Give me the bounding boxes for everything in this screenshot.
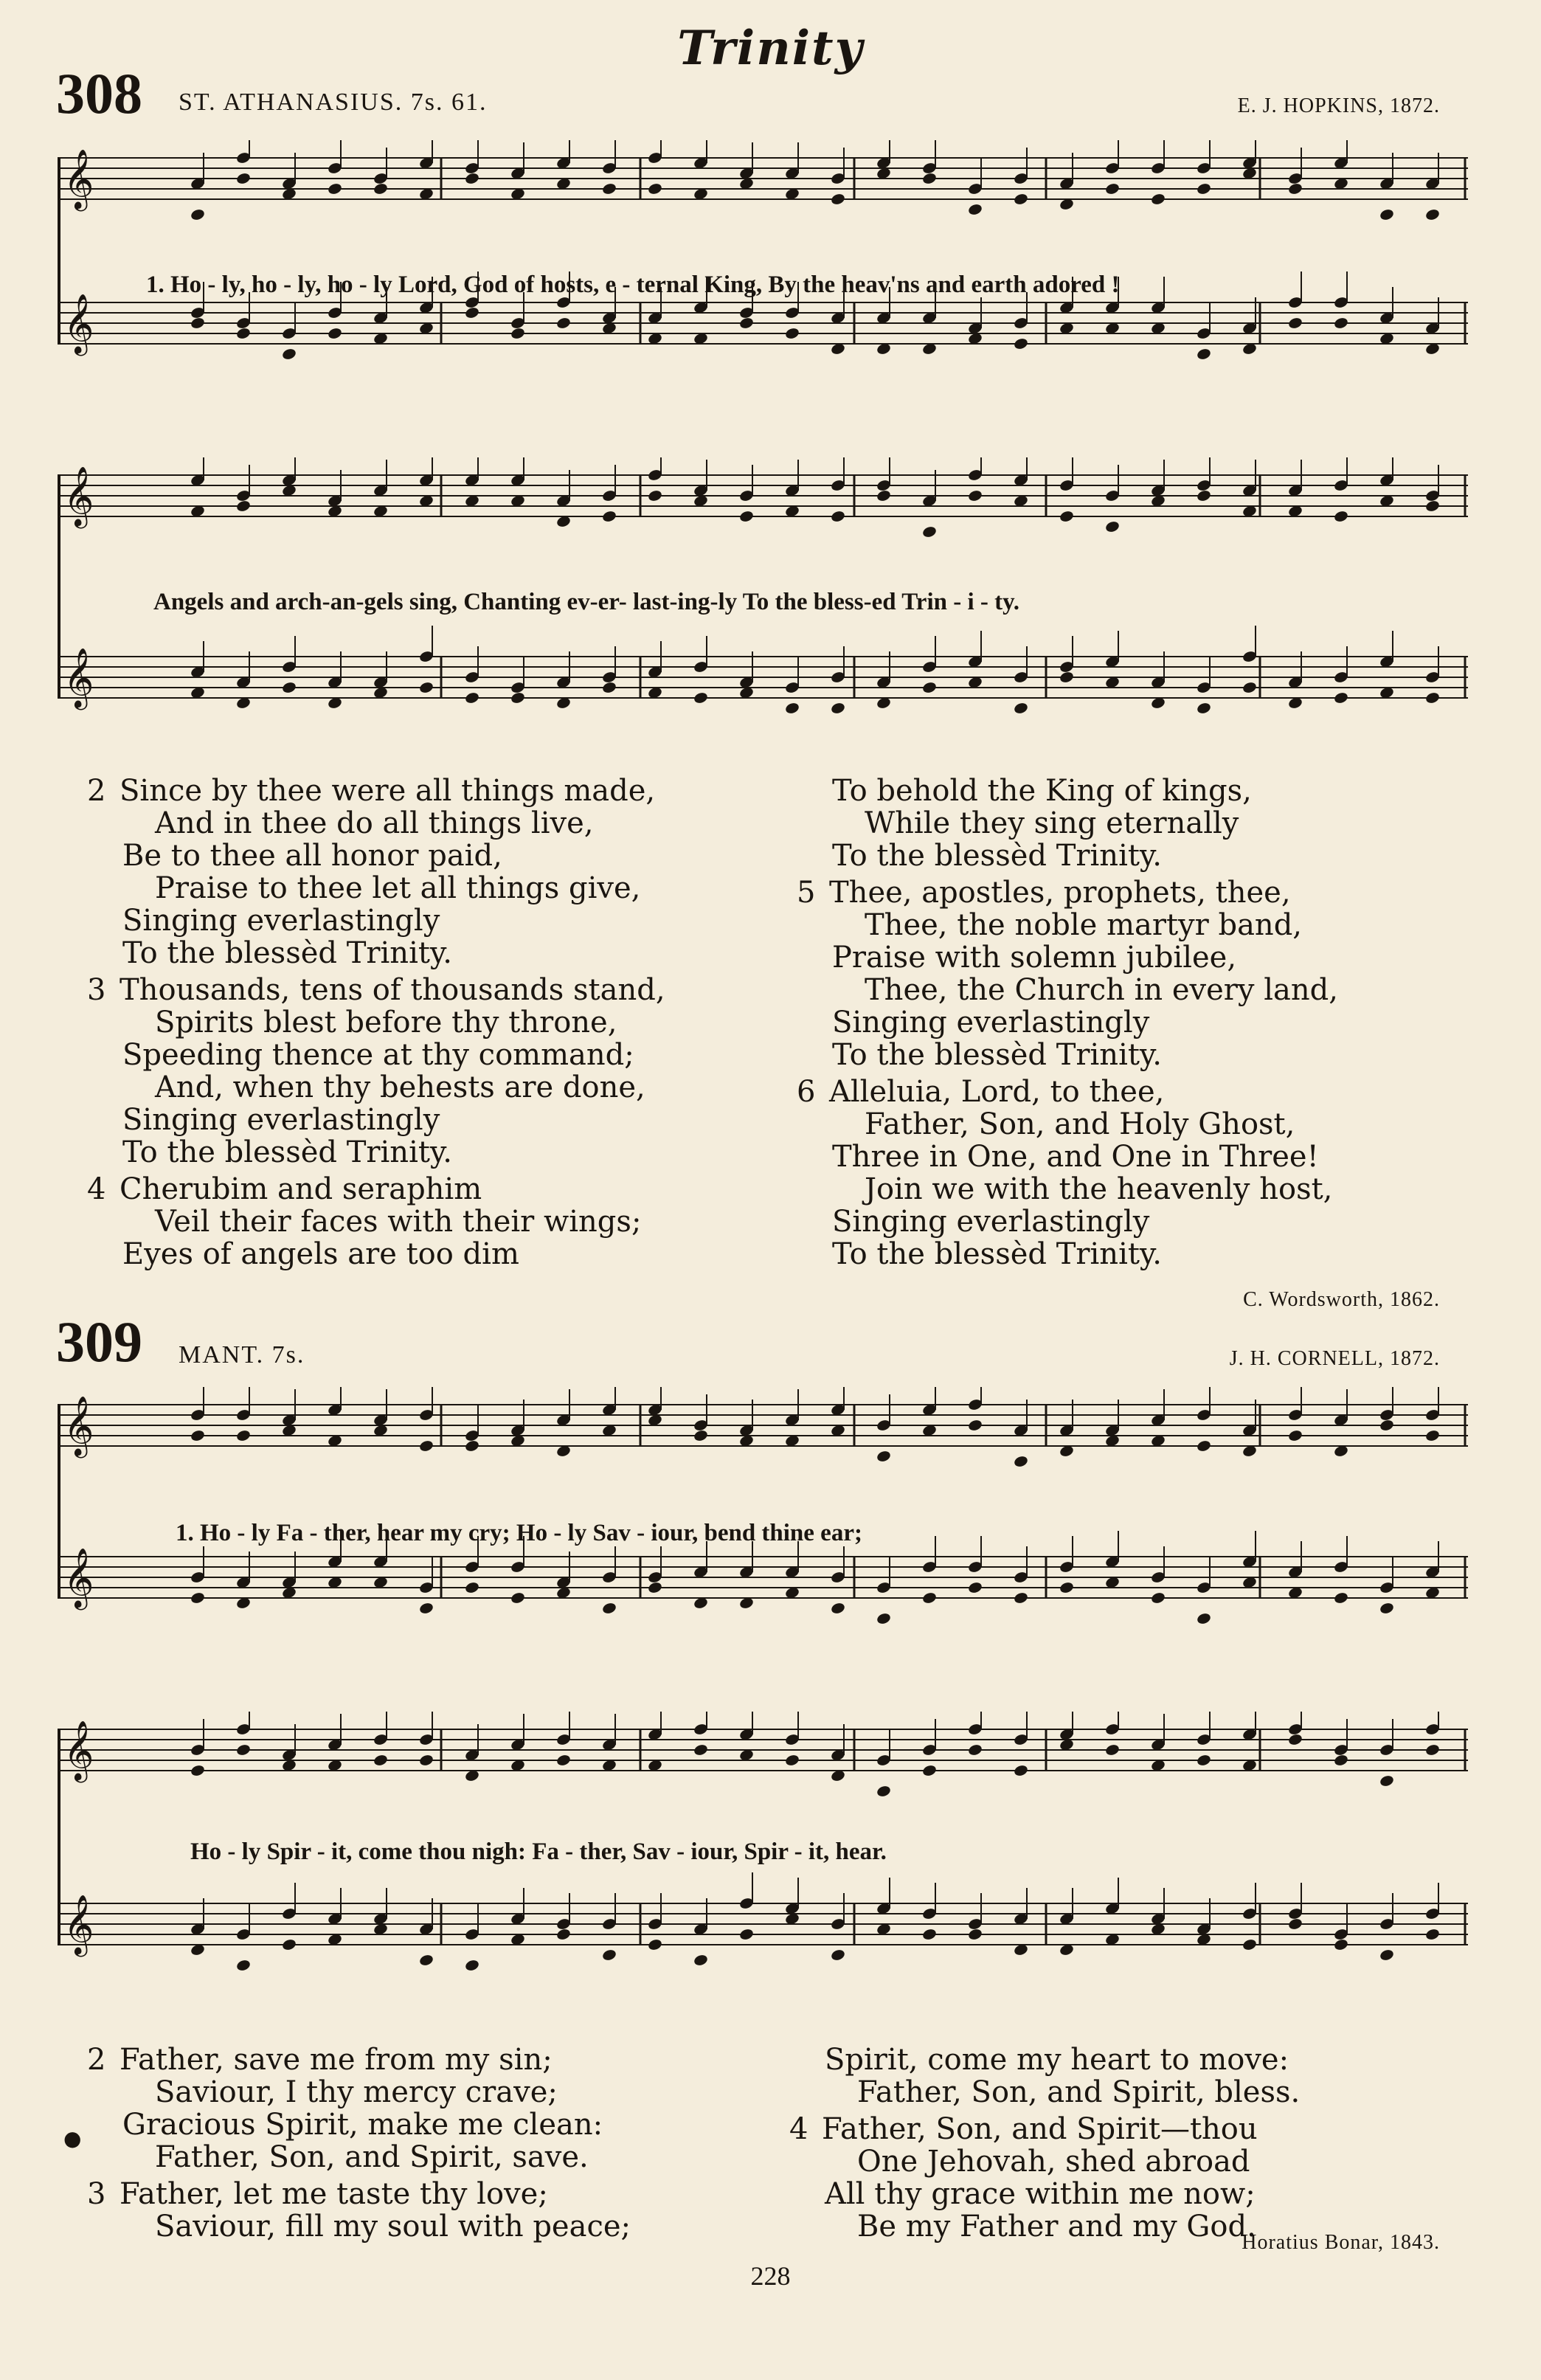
verse-line: Singing everlastingly [832, 1006, 1150, 1039]
verse-line: 2 Father, save me from my sin; [87, 2043, 553, 2077]
verse-line: Father, Son, and Holy Ghost, [865, 1107, 1295, 1141]
svg-text:𝄞: 𝄞 [63, 148, 94, 209]
lyrics-line: Ho - ly Spir - it, come thou nigh: Fa - ther, Sav - iour, Spir - it, hear. [190, 1838, 887, 1865]
verse-number: 3 [87, 2177, 106, 2211]
verse-line: To the blessèd Trinity. [122, 1135, 452, 1169]
verse-line: Speeding thence at thy command; [122, 1038, 634, 1072]
verse-line: Father, Son, and Spirit, save. [155, 2140, 589, 2174]
verse-line: Be my Father and my God. [857, 2210, 1256, 2244]
verse-line: Praise to thee let all things give, [155, 871, 641, 905]
verse-line: Three in One, and One in Three! [832, 1140, 1319, 1174]
verse-line: Father, Son, and Spirit, bless. [857, 2075, 1301, 2109]
verse-line: To the blessèd Trinity. [832, 1237, 1162, 1271]
verse-line: 2 Since by thee were all things made, [87, 774, 656, 808]
verse-line: 4 Father, Son, and Spirit—thou [789, 2112, 1258, 2146]
verse-number: 4 [789, 2112, 808, 2146]
lyrics-line: Angels and arch-an-gels sing, Chanting ev-er- last-ing-ly To the bless-ed Trin - i - ty. [153, 589, 1020, 615]
verses-left [87, 2044, 751, 2247]
verse-line: 6 Alleluia, Lord, to thee, [797, 1075, 1165, 1109]
verse [87, 2044, 751, 2173]
verse [87, 974, 751, 1169]
author-credit: C. Wordsworth, 1862. [1243, 1288, 1440, 1311]
verse-line: Singing everlastingly [122, 1103, 440, 1137]
verse-line: And in thee do all things live, [155, 806, 594, 840]
verse [797, 775, 1461, 872]
verse-line: Be to thee all honor paid, [122, 839, 502, 873]
tune-name: ST. ATHANASIUS. 7s. 61. [179, 89, 488, 116]
music-system-4 [58, 1712, 1468, 2007]
lyrics-line: 1. Ho - ly, ho - ly, ho - ly Lord, God of hosts, e - ternal King, By the heav'ns and earth adored ! [146, 271, 1120, 298]
lyrics-line: 1. Ho - ly Fa - ther, hear my cry; Ho - ly Sav - iour, bend thine ear; [176, 1520, 862, 1546]
author-credit: Horatius Bonar, 1843. [1242, 2231, 1440, 2254]
svg-text:𝄞: 𝄞 [63, 1395, 94, 1456]
tune-name: MANT. 7s. [179, 1341, 305, 1369]
verse-number: 2 [87, 2043, 106, 2077]
section-title: Trinity [677, 21, 864, 76]
verse-line: To behold the King of kings, [832, 774, 1252, 808]
verse-line: All thy grace within me now; [825, 2177, 1256, 2211]
svg-text:𝄞: 𝄞 [63, 647, 94, 708]
verse-line: Singing everlastingly [122, 904, 440, 938]
verse-line: 3 Thousands, tens of thousands stand, [87, 973, 665, 1007]
svg-text:𝄞: 𝄞 [63, 293, 94, 353]
verse-line: 3 Father, let me taste thy love; [87, 2177, 548, 2211]
verses-left [87, 775, 751, 1275]
verse [87, 775, 751, 969]
svg-text:𝄞: 𝄞 [63, 466, 94, 526]
verse-line: 4 Cherubim and seraphim [87, 1172, 482, 1206]
verses-right [797, 775, 1461, 1275]
verse-line: Saviour, I thy mercy crave; [155, 2075, 558, 2109]
hymn-number: 308 [56, 61, 142, 125]
verse-line: Thee, the noble martyr band, [865, 908, 1303, 942]
verse-line: 5 Thee, apostles, prophets, thee, [797, 876, 1291, 910]
verse [797, 1076, 1461, 1270]
svg-text:𝄞: 𝄞 [63, 1720, 94, 1780]
verse-line: Singing everlastingly [832, 1205, 1150, 1239]
verse-line: Spirit, come my heart to move: [825, 2043, 1289, 2077]
bullet-mark: ● [63, 2126, 82, 2151]
page-number: 228 [750, 2261, 791, 2291]
svg-text:𝄞: 𝄞 [63, 1894, 94, 1954]
composer: J. H. CORNELL, 1872. [1229, 1347, 1440, 1370]
verse-line: Gracious Spirit, make me clean: [122, 2108, 603, 2142]
verse-line: Thee, the Church in every land, [865, 973, 1338, 1007]
verse [87, 1173, 751, 1270]
verse [797, 876, 1461, 1071]
verse-line: To the blessèd Trinity. [122, 936, 452, 970]
verse-line: Eyes of angels are too dim [122, 1237, 519, 1271]
verse-line: And, when thy behests are done, [155, 1070, 645, 1104]
music-system-1 [58, 140, 1468, 406]
composer: E. J. HOPKINS, 1872. [1237, 94, 1440, 117]
verse-number: 3 [87, 973, 106, 1007]
verse-line: To the blessèd Trinity. [832, 839, 1162, 873]
verse [789, 2113, 1453, 2243]
verse-number: 6 [797, 1075, 816, 1109]
verse-line: To the blessèd Trinity. [832, 1038, 1162, 1072]
verse-line: Spirits blest before thy throne, [155, 1006, 617, 1039]
verse-line: Praise with solemn jubilee, [832, 941, 1237, 975]
verse-line: Saviour, fill my soul with peace; [155, 2210, 631, 2244]
svg-text:𝄞: 𝄞 [63, 1547, 94, 1608]
verse-number: 2 [87, 774, 106, 808]
verse-line: Veil their faces with their wings; [155, 1205, 642, 1239]
verse-number: 5 [797, 876, 816, 910]
verse-line: One Jehovah, shed abroad [857, 2145, 1250, 2179]
verse [789, 2044, 1453, 2109]
music-system-2 [58, 457, 1468, 760]
verse-number: 4 [87, 1172, 106, 1206]
verses-right [789, 2044, 1453, 2247]
hymn-number: 309 [56, 1310, 142, 1374]
verse [87, 2178, 751, 2243]
verse-line: While they sing eternally [865, 806, 1239, 840]
verse-line: Join we with the heavenly host, [865, 1172, 1333, 1206]
music-system-3 [58, 1387, 1468, 1660]
